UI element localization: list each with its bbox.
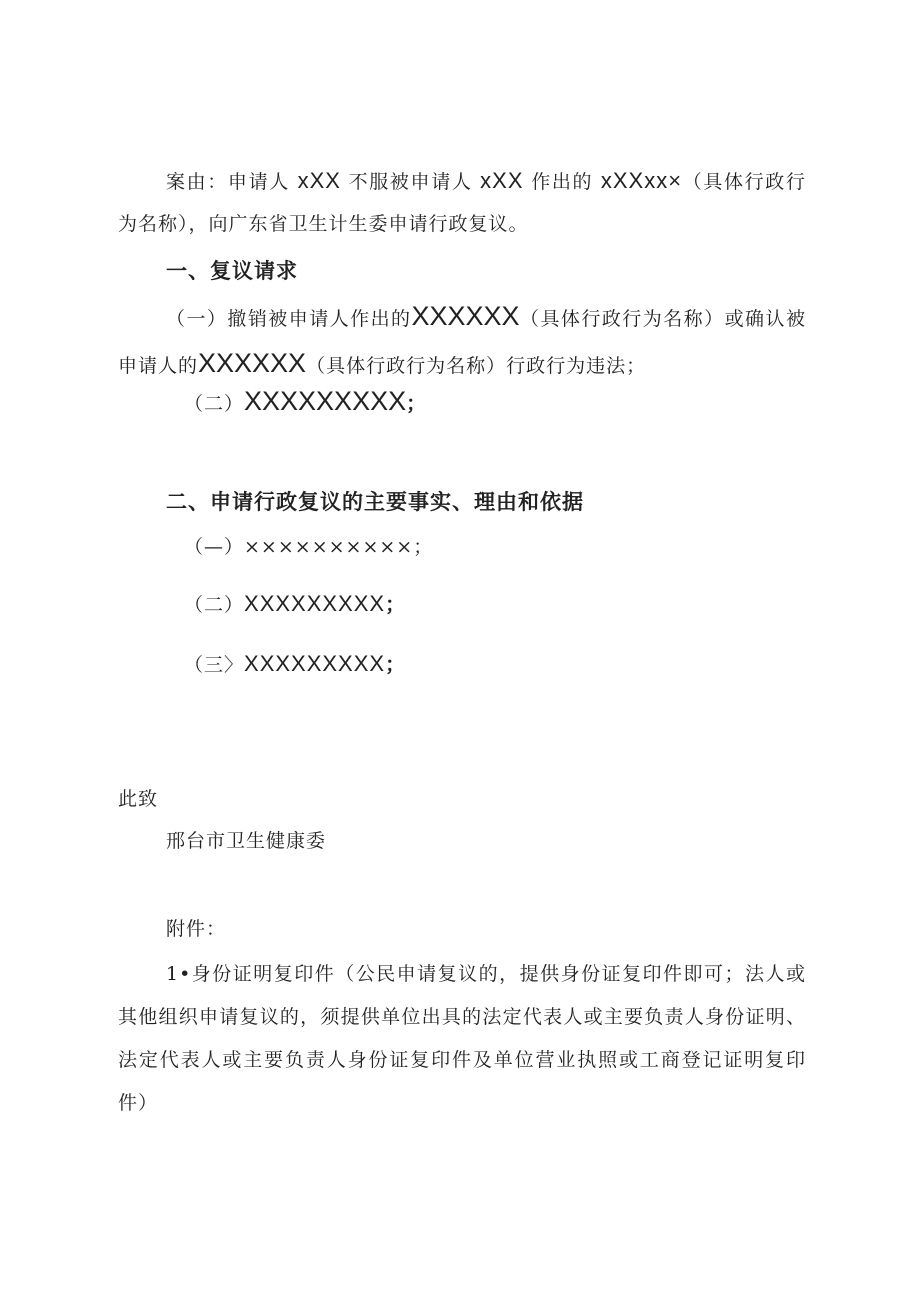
section1-item2-value: XXXXXXXXX	[244, 386, 407, 416]
section2-item2-prefix: （二）	[184, 594, 245, 616]
respondent-placeholder: xXX	[480, 168, 524, 193]
section2-item2-value: XXXXXXXXX	[244, 591, 386, 616]
section2-item3-suffix: ；	[385, 654, 407, 676]
section1-item1-text2: （具体行政行为名称）行政行为违法；	[306, 355, 647, 377]
case-cause-mid: 不服被申请人	[348, 171, 473, 193]
section1-item1-act2: XXXXXX	[198, 348, 307, 378]
recipient: 邢台市卫生健康委	[166, 830, 327, 852]
section2-item1	[184, 532, 433, 562]
section2-heading: 二、申请行政复议的主要事实、理由和依据	[166, 490, 584, 514]
section1-item1	[118, 294, 806, 388]
case-cause-lead: 案由：申请人	[166, 171, 290, 193]
section2-item2	[184, 589, 406, 620]
section1-item2-prefix: （二）	[184, 393, 245, 415]
attachments-label: 附件：	[166, 918, 227, 940]
case-cause-tail: （具体行政行为名称），向广东省卫生计生委申请行政复议。	[118, 171, 806, 235]
salutation: 此致	[118, 788, 159, 810]
section2-item3-prefix: （三〉	[184, 654, 245, 676]
attachment-item-1: 1•身份证明复印件（公民申请复议的，提供身份证复印件即可；法人或其他组织申请复议的，须提供单位出具的法定代表人或主要负责人身份证明、法定代表人或主要负责人身份证复印件及单位营业执照或工商登记证明复印件）	[118, 963, 806, 1114]
section1-heading: 一、复议请求	[166, 259, 298, 283]
section2-item1-value: ××××××××××；	[244, 536, 434, 558]
case-cause-made: 作出的	[531, 171, 594, 193]
section1-item2	[184, 386, 427, 419]
section2-item3-value: XXXXXXXXX	[244, 651, 386, 676]
section2-item2-suffix: ；	[385, 594, 407, 616]
section2-item3	[184, 649, 406, 680]
section1-item1-text1: （具体行政行为名称）或确认被申请人的	[118, 308, 806, 377]
act-placeholder: xXXxx×	[600, 168, 683, 193]
section1-item1-act1: XXXXXX	[411, 301, 520, 331]
applicant-placeholder: xXX	[297, 168, 341, 193]
section1-item1-prefix: （一）撤销被申请人作出的	[166, 308, 412, 330]
section2-item1-prefix: （—）	[184, 536, 245, 558]
section1-item2-suffix: ；	[406, 393, 428, 415]
case-cause-paragraph	[118, 160, 806, 245]
